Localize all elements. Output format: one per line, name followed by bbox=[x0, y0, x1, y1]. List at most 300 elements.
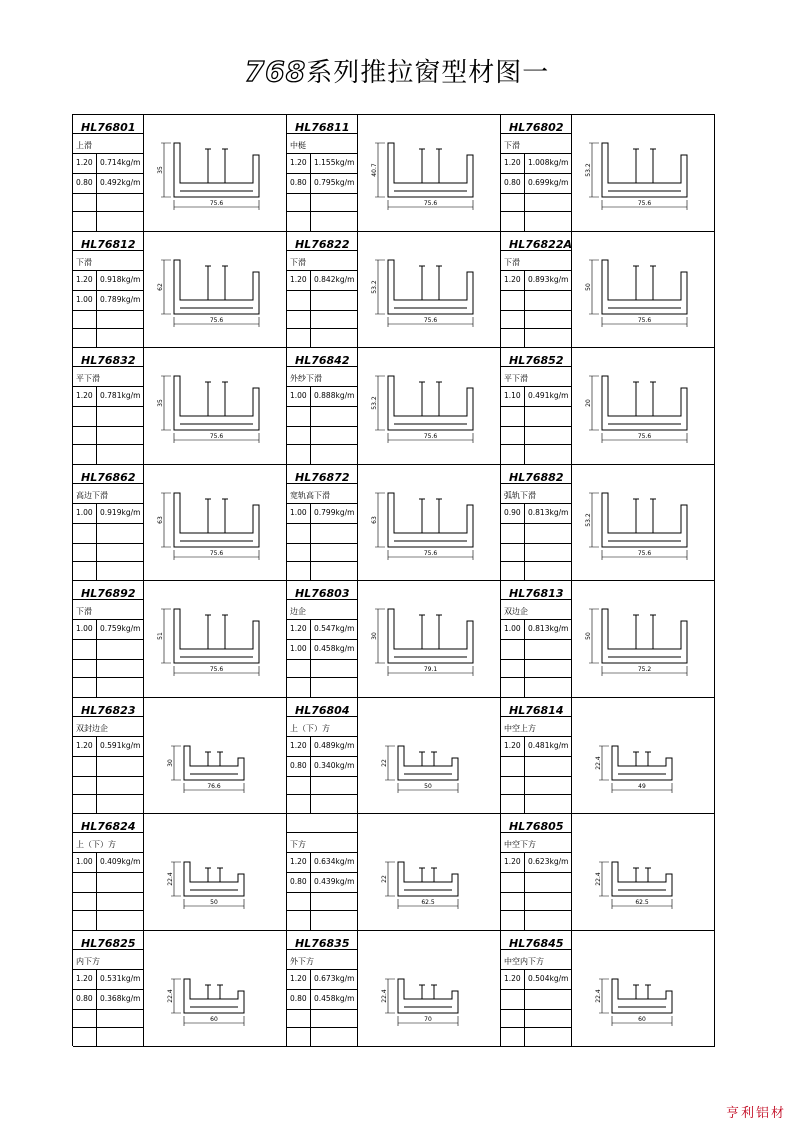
profile-info-cell bbox=[501, 931, 572, 1048]
table-row-line bbox=[287, 1027, 357, 1028]
profile-cross-section bbox=[358, 115, 500, 231]
profile-code: HL76832 bbox=[81, 354, 136, 367]
table-row-line bbox=[73, 561, 143, 562]
profile-info-cell bbox=[287, 698, 358, 815]
track-rib bbox=[217, 985, 223, 999]
table-row-line bbox=[73, 619, 143, 620]
width-dimension: 76.6 bbox=[207, 782, 221, 790]
profile-info-cell bbox=[73, 814, 144, 931]
track-rib bbox=[419, 499, 425, 533]
height-dimension: 63 bbox=[371, 515, 378, 524]
profile-info-cell bbox=[73, 581, 144, 698]
profile-code: HL76882 bbox=[509, 470, 564, 484]
profile-drawing-cell bbox=[358, 698, 501, 815]
column-divider bbox=[524, 852, 525, 931]
table-row-line bbox=[73, 543, 143, 544]
profile-name: 下滑 bbox=[504, 257, 520, 267]
height-dimension: 53.2 bbox=[585, 163, 592, 177]
table-row-line bbox=[287, 619, 357, 620]
width-dimension: 70 bbox=[424, 1015, 432, 1023]
wall-thickness: 1.20 bbox=[290, 857, 307, 866]
column-divider bbox=[524, 969, 525, 1048]
table-row-line bbox=[73, 892, 143, 893]
profile-drawing-cell bbox=[572, 698, 715, 815]
track-rib bbox=[650, 266, 656, 300]
table-row-line bbox=[287, 892, 357, 893]
profile-outline bbox=[602, 609, 687, 663]
table-row-line bbox=[73, 599, 143, 600]
table-row-line bbox=[287, 310, 357, 311]
profile-outline bbox=[398, 746, 458, 780]
wall-thickness: 1.20 bbox=[76, 740, 93, 750]
width-dimension: 75.6 bbox=[423, 433, 438, 440]
table-row-line bbox=[287, 776, 357, 777]
profile-drawing-cell bbox=[358, 115, 501, 232]
wall-thickness: 1.20 bbox=[76, 391, 93, 400]
profile-code: HL76835 bbox=[295, 936, 350, 950]
wall-thickness: 1.20 bbox=[76, 973, 93, 983]
table-row-line bbox=[501, 561, 571, 562]
profile-info-cell bbox=[287, 814, 358, 931]
column-divider bbox=[524, 736, 525, 815]
track-rib bbox=[645, 868, 651, 882]
profile-cross-section bbox=[144, 115, 286, 231]
column-divider bbox=[310, 736, 311, 815]
table-row-line bbox=[73, 949, 143, 950]
height-dimension: 22.4 bbox=[595, 988, 602, 1003]
table-row-line bbox=[287, 543, 357, 544]
table-row-line bbox=[287, 523, 357, 524]
page-title bbox=[0, 52, 794, 89]
profile-name: 中空内下方 bbox=[504, 956, 544, 966]
table-row-line bbox=[501, 910, 571, 911]
table-row-line bbox=[73, 523, 143, 524]
profile-outline bbox=[612, 746, 672, 780]
track-rib bbox=[633, 615, 639, 649]
profile-info-cell bbox=[501, 581, 572, 698]
unit-weight: 0.919kg/m bbox=[100, 507, 141, 517]
table-row-line bbox=[73, 310, 143, 311]
column-divider bbox=[96, 386, 97, 465]
profile-drawing-cell bbox=[572, 115, 715, 232]
profile-cross-section bbox=[144, 698, 286, 814]
table-row-line bbox=[287, 794, 357, 795]
profile-name: 弧轨下滑 bbox=[504, 490, 536, 500]
unit-weight: 0.340kg/m bbox=[314, 760, 355, 770]
profile-code: HL76825 bbox=[81, 936, 136, 950]
height-dimension: 62 bbox=[157, 282, 164, 291]
profile-cross-section bbox=[358, 698, 500, 814]
wall-thickness: 1.20 bbox=[504, 740, 521, 750]
unit-weight: 0.458kg/m bbox=[314, 644, 355, 653]
profile-code: HL76822A bbox=[509, 237, 572, 251]
wall-thickness: 0.80 bbox=[290, 993, 307, 1003]
unit-weight: 1.155kg/m bbox=[314, 158, 355, 167]
height-dimension: 22 bbox=[381, 875, 388, 883]
profile-code: HL76804 bbox=[295, 703, 350, 717]
profile-drawing-cell bbox=[144, 115, 287, 232]
table-row-line bbox=[501, 503, 571, 504]
table-row-line bbox=[501, 852, 571, 853]
unit-weight: 0.799kg/m bbox=[314, 507, 355, 517]
table-row-line bbox=[287, 173, 357, 174]
height-dimension: 35 bbox=[157, 166, 164, 174]
height-dimension: 22.4 bbox=[167, 872, 174, 886]
profile-drawing-cell bbox=[144, 348, 287, 465]
unit-weight: 0.439kg/m bbox=[314, 877, 355, 886]
wall-thickness: 1.00 bbox=[290, 391, 307, 400]
table-row-line bbox=[501, 543, 571, 544]
table-row-line bbox=[501, 776, 571, 777]
profile-outline bbox=[398, 979, 458, 1013]
column-divider bbox=[310, 503, 311, 582]
width-dimension: 60 bbox=[210, 1015, 218, 1023]
width-dimension: 75.6 bbox=[209, 433, 224, 440]
profile-drawing-cell bbox=[572, 931, 715, 1048]
track-rib bbox=[633, 499, 639, 533]
track-rib bbox=[205, 149, 211, 183]
track-rib bbox=[436, 266, 442, 300]
table-row-line bbox=[287, 561, 357, 562]
table-row-line bbox=[73, 270, 143, 271]
profile-cross-section bbox=[358, 348, 500, 464]
width-dimension: 75.6 bbox=[423, 316, 438, 324]
height-dimension: 63 bbox=[157, 515, 164, 524]
table-row-line bbox=[287, 503, 357, 504]
wall-thickness: 1.20 bbox=[504, 274, 521, 284]
unit-weight: 0.492kg/m bbox=[100, 178, 141, 187]
table-row-line bbox=[287, 852, 357, 853]
height-dimension: 53.2 bbox=[585, 512, 592, 527]
profile-name: 双封边企 bbox=[76, 723, 108, 733]
wall-thickness: 1.20 bbox=[504, 857, 521, 866]
profile-outline bbox=[602, 493, 687, 547]
profile-cross-section bbox=[572, 465, 714, 581]
profile-cross-section bbox=[572, 232, 714, 348]
track-rib bbox=[431, 985, 437, 999]
column-divider bbox=[96, 969, 97, 1048]
table-row-line bbox=[501, 328, 571, 329]
unit-weight: 0.893kg/m bbox=[528, 274, 569, 284]
wall-thickness: 0.80 bbox=[76, 178, 93, 187]
height-dimension: 22 bbox=[381, 758, 388, 767]
table-row-line bbox=[501, 949, 571, 950]
track-rib bbox=[419, 266, 425, 300]
column-divider bbox=[310, 270, 311, 349]
profile-outline bbox=[184, 862, 244, 896]
wall-thickness: 0.80 bbox=[290, 760, 307, 770]
profile-cross-section bbox=[358, 814, 500, 930]
height-dimension: 20 bbox=[585, 399, 592, 407]
table-row-line bbox=[501, 426, 571, 427]
width-dimension: 60 bbox=[638, 1015, 646, 1023]
profile-name: 上（下）方 bbox=[290, 723, 330, 733]
table-row-line bbox=[287, 659, 357, 660]
profile-cross-section bbox=[572, 581, 714, 697]
table-row-line bbox=[501, 969, 571, 970]
track-rib bbox=[217, 868, 223, 882]
table-row-line bbox=[73, 250, 143, 251]
table-row-line bbox=[501, 483, 571, 484]
unit-weight: 0.458kg/m bbox=[314, 993, 355, 1003]
profile-name: 上（下）方 bbox=[76, 840, 116, 849]
table-row-line bbox=[501, 153, 571, 154]
table-row-line bbox=[501, 444, 571, 445]
unit-weight: 0.489kg/m bbox=[314, 740, 355, 750]
profile-code: HL76814 bbox=[509, 703, 564, 717]
profile-code: HL76845 bbox=[509, 936, 564, 950]
column-divider bbox=[310, 153, 311, 232]
profile-info-cell bbox=[501, 115, 572, 232]
height-dimension: 30 bbox=[371, 632, 378, 640]
width-dimension: 75.6 bbox=[637, 549, 652, 557]
unit-weight: 0.918kg/m bbox=[100, 274, 141, 284]
column-divider bbox=[96, 619, 97, 698]
profile-outline bbox=[612, 979, 672, 1013]
table-row-line bbox=[501, 1009, 571, 1010]
profile-outline bbox=[174, 376, 259, 430]
track-rib bbox=[419, 382, 425, 416]
table-row-line bbox=[73, 1009, 143, 1010]
profile-info-cell bbox=[287, 115, 358, 232]
wall-thickness: 0.80 bbox=[76, 993, 93, 1003]
profile-name: 下滑 bbox=[76, 257, 92, 267]
table-row-line bbox=[501, 794, 571, 795]
table-row-line bbox=[287, 193, 357, 194]
profile-code: HL76803 bbox=[295, 587, 350, 600]
track-rib bbox=[633, 382, 639, 416]
table-row-line bbox=[287, 756, 357, 757]
table-row-line bbox=[287, 969, 357, 970]
profile-outline bbox=[388, 376, 473, 430]
height-dimension: 51 bbox=[157, 632, 164, 640]
profile-cross-section bbox=[358, 581, 500, 697]
table-row-line bbox=[287, 910, 357, 911]
profile-drawing-cell bbox=[144, 814, 287, 931]
profile-info-cell bbox=[287, 348, 358, 465]
unit-weight: 0.409kg/m bbox=[100, 857, 141, 866]
profile-outline bbox=[602, 260, 687, 314]
table-row-line bbox=[73, 852, 143, 853]
profile-outline bbox=[602, 143, 687, 197]
track-rib bbox=[633, 752, 639, 766]
profile-drawing-cell bbox=[358, 931, 501, 1048]
track-rib bbox=[650, 382, 656, 416]
width-dimension: 62.5 bbox=[635, 899, 649, 906]
column-divider bbox=[96, 736, 97, 815]
height-dimension: 22.4 bbox=[167, 988, 174, 1003]
table-row-line bbox=[73, 639, 143, 640]
unit-weight: 0.888kg/m bbox=[314, 391, 355, 400]
profile-name: 边企 bbox=[290, 607, 306, 616]
table-row-line bbox=[73, 483, 143, 484]
table-row-line bbox=[73, 444, 143, 445]
track-rib bbox=[217, 752, 223, 766]
table-row-line bbox=[287, 290, 357, 291]
wall-thickness: 0.80 bbox=[290, 877, 307, 886]
track-rib bbox=[650, 615, 656, 649]
profile-drawing-cell bbox=[572, 465, 715, 582]
table-row-line bbox=[287, 599, 357, 600]
table-row-line bbox=[287, 989, 357, 990]
wall-thickness: 1.00 bbox=[290, 507, 307, 517]
table-row-line bbox=[501, 599, 571, 600]
height-dimension: 53.2 bbox=[371, 279, 378, 294]
table-row-line bbox=[501, 173, 571, 174]
profile-cross-section bbox=[358, 931, 500, 1047]
profile-name: 中空上方 bbox=[504, 723, 536, 733]
brand-mark: 亨利铝材 bbox=[725, 1106, 786, 1121]
table-row-line bbox=[73, 659, 143, 660]
width-dimension: 62.5 bbox=[421, 899, 435, 906]
profile-name: 双边企 bbox=[504, 607, 528, 616]
track-rib bbox=[436, 149, 442, 183]
profile-code: HL76892 bbox=[81, 587, 136, 600]
column-divider bbox=[96, 153, 97, 232]
column-divider bbox=[310, 852, 311, 931]
table-row-line bbox=[73, 989, 143, 990]
table-row-line bbox=[287, 444, 357, 445]
table-row-line bbox=[287, 133, 357, 134]
wall-thickness: 0.80 bbox=[504, 178, 521, 187]
table-row-line bbox=[73, 736, 143, 737]
track-rib bbox=[436, 615, 442, 649]
profile-outline bbox=[388, 493, 473, 547]
unit-weight: 0.759kg/m bbox=[100, 624, 141, 633]
track-rib bbox=[419, 868, 425, 882]
height-dimension: 50 bbox=[585, 632, 592, 640]
unit-weight: 0.795kg/m bbox=[314, 178, 355, 187]
profile-drawing-cell bbox=[358, 465, 501, 582]
track-rib bbox=[419, 752, 425, 766]
table-row-line bbox=[501, 756, 571, 757]
profile-outline bbox=[398, 862, 458, 896]
profile-drawing-cell bbox=[572, 348, 715, 465]
wall-thickness: 1.00 bbox=[76, 857, 93, 866]
profile-code: HL76812 bbox=[81, 237, 136, 251]
profile-outline bbox=[612, 862, 672, 896]
unit-weight: 0.504kg/m bbox=[528, 973, 569, 983]
track-rib bbox=[645, 985, 651, 999]
profile-outline bbox=[184, 979, 244, 1013]
column-divider bbox=[96, 270, 97, 349]
table-row-line bbox=[73, 832, 143, 833]
table-row-line bbox=[287, 677, 357, 678]
profile-drawing-cell bbox=[358, 814, 501, 931]
profile-info-cell bbox=[501, 465, 572, 582]
unit-weight: 0.699kg/m bbox=[528, 178, 569, 187]
height-dimension: 22.4 bbox=[595, 755, 602, 770]
table-row-line bbox=[73, 153, 143, 154]
profile-drawing-cell bbox=[144, 931, 287, 1048]
table-row-line bbox=[73, 503, 143, 504]
profile-info-cell bbox=[73, 931, 144, 1048]
unit-weight: 0.673kg/m bbox=[314, 973, 355, 983]
profile-outline bbox=[184, 746, 244, 780]
profile-drawing-cell bbox=[572, 581, 715, 698]
table-row-line bbox=[287, 483, 357, 484]
profile-name: 高边下滑 bbox=[76, 490, 108, 500]
track-rib bbox=[205, 499, 211, 533]
table-row-line bbox=[501, 133, 571, 134]
table-row-line bbox=[287, 386, 357, 387]
width-dimension: 75.6 bbox=[209, 549, 224, 557]
width-dimension: 75.6 bbox=[637, 316, 652, 324]
profile-drawing-cell bbox=[144, 698, 287, 815]
unit-weight: 0.714kg/m bbox=[100, 158, 141, 167]
unit-weight: 0.634kg/m bbox=[314, 857, 355, 866]
unit-weight: 0.781kg/m bbox=[100, 391, 141, 400]
wall-thickness: 0.80 bbox=[290, 178, 307, 187]
profile-cross-section bbox=[144, 348, 286, 464]
wall-thickness: 1.20 bbox=[290, 973, 307, 983]
table-row-line bbox=[73, 133, 143, 134]
track-rib bbox=[436, 382, 442, 416]
profile-name: 平下滑 bbox=[504, 374, 528, 383]
wall-thickness: 1.00 bbox=[290, 644, 307, 653]
height-dimension: 40.7 bbox=[371, 163, 378, 177]
unit-weight: 0.813kg/m bbox=[528, 624, 569, 633]
profile-name: 宽轨高下滑 bbox=[290, 490, 330, 500]
height-dimension: 22.4 bbox=[595, 872, 602, 886]
table-row-line bbox=[73, 776, 143, 777]
table-row-line bbox=[501, 716, 571, 717]
profile-cross-section bbox=[358, 465, 500, 581]
profile-code: HL76823 bbox=[81, 703, 136, 717]
track-rib bbox=[222, 149, 228, 183]
table-row-line bbox=[73, 290, 143, 291]
profile-cross-section bbox=[144, 814, 286, 930]
table-row-line bbox=[73, 756, 143, 757]
table-row-line bbox=[501, 639, 571, 640]
track-rib bbox=[431, 752, 437, 766]
table-row-line bbox=[73, 386, 143, 387]
profile-name: 内下方 bbox=[76, 956, 100, 966]
table-row-line bbox=[287, 872, 357, 873]
profile-outline bbox=[174, 609, 259, 663]
profile-info-cell bbox=[73, 348, 144, 465]
profile-outline bbox=[388, 260, 473, 314]
table-row-line bbox=[73, 910, 143, 911]
width-dimension: 79.1 bbox=[423, 666, 438, 673]
profile-drawing-cell bbox=[144, 232, 287, 349]
table-row-line bbox=[501, 832, 571, 833]
profile-code: HL76842 bbox=[295, 354, 350, 367]
table-row-line bbox=[501, 989, 571, 990]
wall-thickness: 1.20 bbox=[290, 624, 307, 633]
height-dimension: 53.2 bbox=[371, 396, 378, 410]
table-row-line bbox=[287, 736, 357, 737]
profile-drawing-cell bbox=[144, 581, 287, 698]
track-rib bbox=[650, 499, 656, 533]
profile-name: 下方 bbox=[290, 840, 306, 849]
table-row-line bbox=[73, 173, 143, 174]
table-row-line bbox=[287, 270, 357, 271]
table-row-line bbox=[501, 193, 571, 194]
profile-cross-section bbox=[144, 581, 286, 697]
track-rib bbox=[419, 149, 425, 183]
profile-info-cell bbox=[287, 931, 358, 1048]
profile-name: 外下方 bbox=[290, 956, 314, 966]
profile-code: HL76862 bbox=[81, 470, 136, 484]
column-divider bbox=[524, 386, 525, 465]
table-row-line bbox=[501, 659, 571, 660]
profile-code: HL76805 bbox=[509, 820, 564, 833]
track-rib bbox=[633, 868, 639, 882]
profile-info-cell bbox=[73, 465, 144, 582]
table-row-line bbox=[73, 872, 143, 873]
table-row-line bbox=[73, 1027, 143, 1028]
